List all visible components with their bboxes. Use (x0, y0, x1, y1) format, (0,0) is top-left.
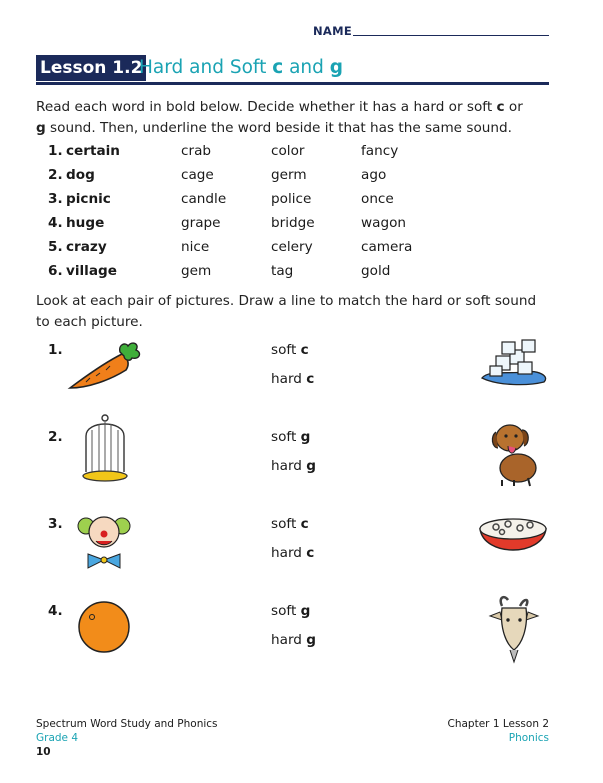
option-word[interactable]: ago (361, 167, 387, 183)
target-word: dog (66, 167, 95, 183)
option-word[interactable]: crab (181, 143, 212, 159)
footer-chapter: Chapter 1 Lesson 2 (447, 718, 549, 730)
target-word: huge (66, 215, 105, 231)
goat-icon[interactable] (486, 594, 542, 664)
hard-option[interactable]: hard c (271, 371, 315, 387)
option-word[interactable]: gold (361, 263, 391, 279)
page-number: 10 (36, 746, 51, 758)
carrot-icon[interactable] (66, 340, 142, 394)
pair-number: 4. (48, 603, 63, 619)
target-word: crazy (66, 239, 107, 255)
option-word[interactable]: tag (271, 263, 294, 279)
soft-option[interactable]: soft c (271, 516, 309, 532)
clown-icon[interactable] (76, 510, 132, 570)
pair-number: 1. (48, 342, 63, 358)
target-word: certain (66, 143, 120, 159)
pair-number: 2. (48, 429, 63, 445)
option-word[interactable]: celery (271, 239, 313, 255)
option-word[interactable]: germ (271, 167, 307, 183)
ice-cubes-icon[interactable] (478, 336, 550, 386)
soft-option[interactable]: soft g (271, 429, 311, 445)
option-word[interactable]: camera (361, 239, 413, 255)
option-word[interactable]: candle (181, 191, 227, 207)
target-word: village (66, 263, 117, 279)
option-word[interactable]: police (271, 191, 312, 207)
hard-option[interactable]: hard c (271, 545, 315, 561)
footer-grade: Grade 4 (36, 732, 79, 744)
hard-option[interactable]: hard g (271, 458, 316, 474)
birdcage-icon[interactable] (80, 414, 130, 484)
option-word[interactable]: color (271, 143, 305, 159)
option-word[interactable]: grape (181, 215, 221, 231)
option-word[interactable]: once (361, 191, 394, 207)
hard-option[interactable]: hard g (271, 632, 316, 648)
soft-option[interactable]: soft c (271, 342, 309, 358)
lesson-badge: Lesson 1.2 (36, 55, 146, 81)
name-line[interactable] (353, 35, 549, 36)
option-word[interactable]: gem (181, 263, 212, 279)
option-word[interactable]: bridge (271, 215, 315, 231)
title-rule (36, 82, 549, 85)
footer-subject: Phonics (508, 732, 549, 744)
lesson-title: Hard and Soft c and g (139, 57, 344, 78)
cereal-bowl-icon[interactable] (476, 513, 550, 563)
soft-option[interactable]: soft g (271, 603, 311, 619)
instructions-2: Look at each pair of pictures. Draw a line to match the hard or soft sound to each picture. (36, 293, 537, 330)
pair-number: 3. (48, 516, 63, 532)
target-word: picnic (66, 191, 111, 207)
dog-icon[interactable] (486, 418, 546, 490)
instructions-1: Read each word in bold below. Decide whether it has a hard or soft c or g sound. Then, underline the word beside it that has the same sound. (36, 99, 523, 136)
option-word[interactable]: cage (181, 167, 214, 183)
footer-book: Spectrum Word Study and Phonics (36, 718, 218, 730)
orange-icon[interactable] (76, 599, 132, 655)
option-word[interactable]: fancy (361, 143, 399, 159)
name-label: NAME (313, 24, 353, 38)
option-word[interactable]: wagon (361, 215, 407, 231)
option-word[interactable]: nice (181, 239, 210, 255)
